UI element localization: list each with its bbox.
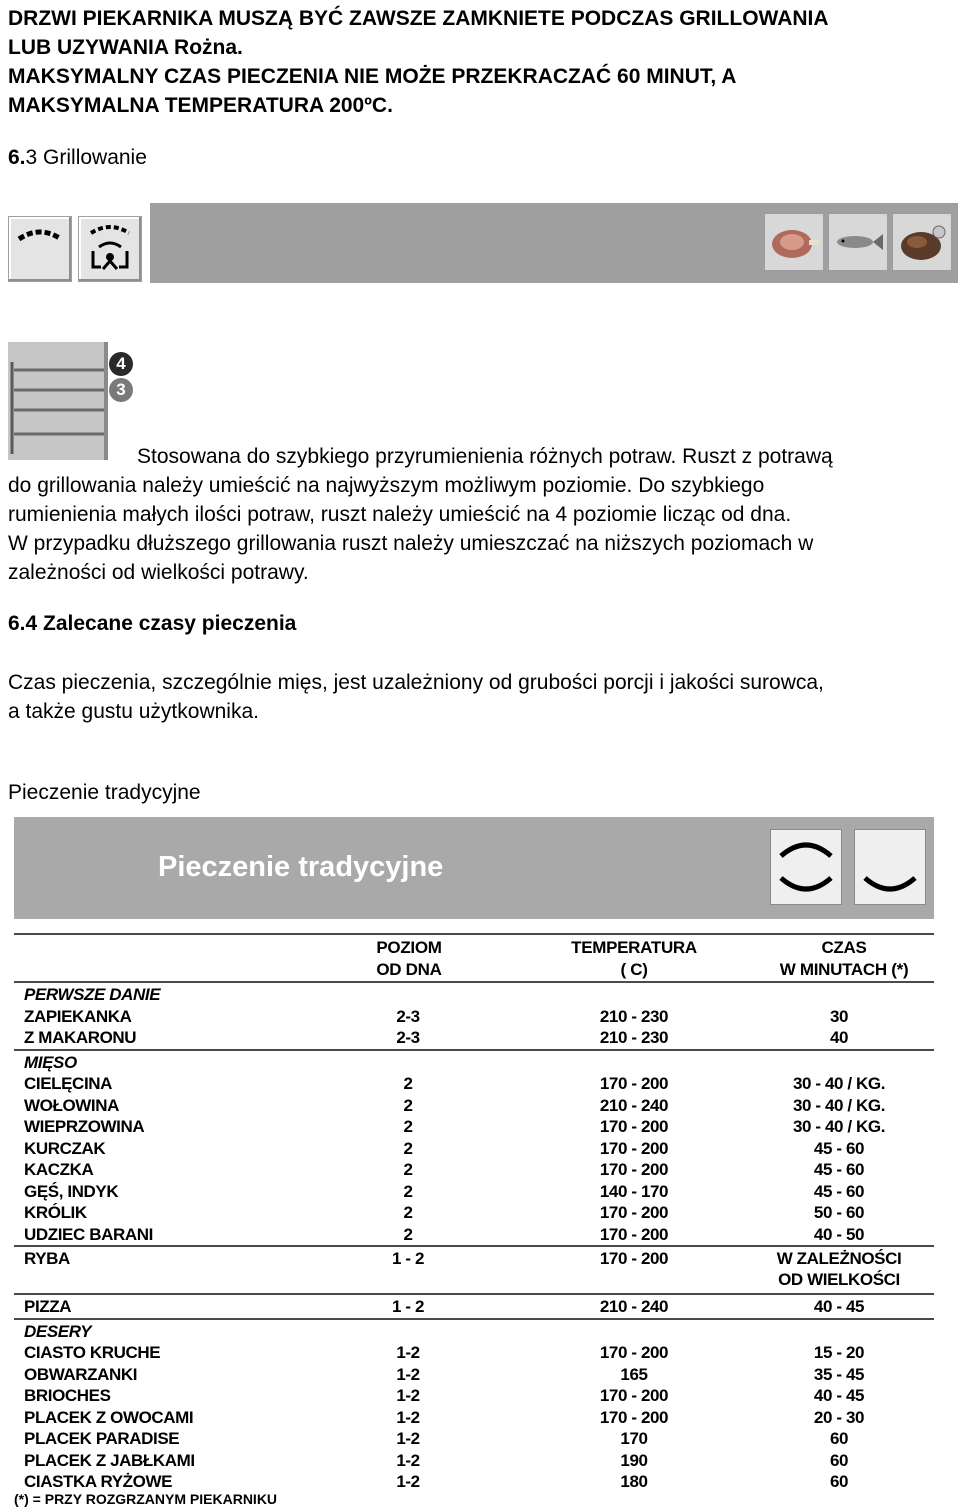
times-paragraph xyxy=(8,668,958,726)
table-cell-level: 1-2 xyxy=(396,1472,420,1491)
table-section-rule xyxy=(14,1245,934,1247)
table-row xyxy=(14,1096,934,1118)
times-heading-number: 6. xyxy=(8,612,26,635)
table-row xyxy=(14,1182,934,1204)
times-section-heading xyxy=(8,612,296,636)
table-cell-temperature: 210 - 230 xyxy=(599,1006,669,1026)
table-cell-dish: ZAPIEKANKA xyxy=(24,1006,132,1026)
traditional-subheading: Pieczenie tradycyjne xyxy=(8,781,201,804)
table-cell-level: 2 xyxy=(403,1160,413,1179)
grill-paragraph-line: rumienienia małych ilości potraw, ruszt należy umieścić na 4 poziomie licząc od dna. xyxy=(8,503,792,526)
table-cell-time: 45 - 60 xyxy=(813,1181,865,1201)
table-row xyxy=(14,1297,934,1319)
table-cell-level: 2 xyxy=(403,1181,413,1201)
table-cell-level: 1 - 2 xyxy=(391,1297,425,1316)
table-cell-level: 2 xyxy=(403,1095,413,1115)
table-cell-time: 45 - 60 xyxy=(813,1160,865,1179)
table-cell-temperature: 170 - 200 xyxy=(599,1407,669,1427)
grill-paragraph-line: do grillowania należy umieścić na najwyższym możliwym poziomie. Do szybkiego xyxy=(8,474,765,497)
fan-grill-icon xyxy=(78,216,142,282)
table-row xyxy=(14,1117,934,1139)
table-cell-dish: Z MAKARONU xyxy=(24,1028,137,1047)
table-cell-level: 1-2 xyxy=(396,1386,420,1405)
table-row xyxy=(14,1007,934,1029)
table-cell-level: 1-2 xyxy=(396,1343,420,1362)
table-category-label: DESERY xyxy=(24,1321,92,1341)
table-cell-temperature: 170 - 200 xyxy=(599,1074,669,1093)
table-cell-dish: WIEPRZOWINA xyxy=(24,1117,145,1136)
table-cell-level: 2 xyxy=(403,1203,413,1222)
table-cell-time: 30 - 40 / KG. xyxy=(792,1074,886,1093)
table-cell-time: 40 - 45 xyxy=(813,1386,865,1405)
table-row xyxy=(14,1365,934,1387)
table-cell-temperature: 170 - 200 xyxy=(599,1117,669,1136)
table-row xyxy=(14,1429,934,1451)
table-cell-dish: KACZKA xyxy=(24,1160,94,1179)
table-cell-dish: BRIOCHES xyxy=(24,1386,111,1405)
bottom-heat-icon xyxy=(854,829,926,905)
table-cell-time: 15 - 20 xyxy=(813,1343,865,1362)
grill-paragraph xyxy=(8,471,958,587)
table-cell-level: 2-3 xyxy=(396,1028,420,1047)
table-cell-temperature: 170 - 200 xyxy=(599,1160,669,1179)
grill-paragraph-first-line: Stosowana do szybkiego przyrumienienia różnych potraw. Ruszt z potrawą xyxy=(137,445,833,468)
table-cell-level: 1-2 xyxy=(396,1450,420,1470)
table-section-rule xyxy=(14,981,934,983)
col-header-level xyxy=(344,937,474,981)
table-cell-temperature: 210 - 240 xyxy=(599,1297,669,1316)
col-header-temperature-line1: TEMPERATURA xyxy=(571,938,697,957)
fish-icon xyxy=(828,213,888,271)
col-header-time xyxy=(754,937,934,981)
rack-level-3-badge: 3 xyxy=(109,378,133,402)
table-cell-level: 2 xyxy=(403,1138,413,1158)
table-cell-level: 1-2 xyxy=(396,1364,420,1384)
col-header-level-line2: OD DNA xyxy=(376,960,442,979)
table-row xyxy=(14,1074,934,1096)
table-cell-dish: WOŁOWINA xyxy=(24,1095,119,1115)
table-cell-temperature: 165 xyxy=(620,1364,648,1384)
table-cell-time: W ZALEŻNOŚCI xyxy=(776,1249,902,1268)
grill-paragraph-line: W przypadku dłuższego grillowania ruszt należy umieszczać na niższych poziomach w xyxy=(8,532,814,555)
table-row xyxy=(14,1451,934,1473)
table-cell-temperature: 170 - 200 xyxy=(599,1249,669,1268)
table-row xyxy=(14,1028,934,1050)
table-category-row xyxy=(14,1322,934,1344)
table-cell-time: 20 - 30 xyxy=(813,1407,865,1427)
times-heading-text: 4 Zalecane czasy pieczenia xyxy=(25,612,297,635)
table-row xyxy=(14,1203,934,1225)
table-cell-time: 40 - 50 xyxy=(813,1224,865,1244)
table-section-rule xyxy=(14,1318,934,1320)
table-cell-level: 2-3 xyxy=(396,1006,420,1026)
table-row xyxy=(14,1408,934,1430)
table-cell-time: 60 xyxy=(829,1429,849,1448)
grill-paragraph-line: zależności od wielkości potrawy. xyxy=(8,561,309,584)
meat-icon xyxy=(764,213,824,271)
table-cell-temperature: 210 - 240 xyxy=(599,1095,669,1115)
grill-section-heading xyxy=(8,146,147,170)
top-bottom-heat-icon xyxy=(770,829,842,905)
col-header-time-line1: CZAS xyxy=(821,938,867,957)
table-cell-level: 1-2 xyxy=(396,1429,420,1448)
table-cell-level: 2 xyxy=(403,1074,413,1093)
table-cell-level: 1-2 xyxy=(396,1407,420,1427)
table-cell-time: 60 xyxy=(829,1472,849,1491)
table-cell-temperature: 170 - 200 xyxy=(599,1138,669,1158)
table-row xyxy=(14,1225,934,1247)
table-cell-time: 40 xyxy=(829,1028,849,1047)
table-row xyxy=(14,1386,934,1408)
table-cell-dish: PLACEK Z OWOCAMI xyxy=(24,1407,194,1427)
table-cell-time: 30 - 40 / KG. xyxy=(792,1117,886,1136)
table-cell-dish: KURCZAK xyxy=(24,1138,106,1158)
table-cell-dish: CIASTKA RYŻOWE xyxy=(24,1472,173,1491)
table-cell-temperature: 210 - 230 xyxy=(599,1028,669,1047)
times-paragraph-line: Czas pieczenia, szczególnie mięs, jest uzależniony od grubości porcji i jakości surowca, xyxy=(8,671,824,694)
table-cell-dish: CIELĘCINA xyxy=(24,1074,113,1093)
traditional-baking-table xyxy=(14,933,934,1512)
rack-level-4-badge: 4 xyxy=(109,352,133,376)
times-paragraph-line: a także gustu użytkownika. xyxy=(8,700,259,723)
table-cell-temperature: 140 - 170 xyxy=(599,1181,669,1201)
table-section-rule xyxy=(14,1049,934,1051)
table-cell-dish: OBWARZANKI xyxy=(24,1364,138,1384)
table-cell-time: 45 - 60 xyxy=(813,1138,865,1158)
poultry-icon xyxy=(892,213,952,271)
warning-notice xyxy=(8,4,958,120)
table-row xyxy=(14,1139,934,1161)
table-cell-dish: KRÓLIK xyxy=(24,1203,87,1222)
table-cell-level: 2 xyxy=(403,1117,413,1136)
warning-line-2: LUB UZYWANIA Rożna. xyxy=(8,36,243,59)
table-cell-temperature: 170 - 200 xyxy=(599,1224,669,1244)
table-top-rule xyxy=(14,933,934,935)
table-cell-temperature: 190 xyxy=(620,1450,648,1470)
table-cell-time: 50 - 60 xyxy=(813,1203,865,1222)
table-cell-dish: PLACEK PARADISE xyxy=(24,1429,180,1448)
table-cell-temperature: 170 xyxy=(620,1429,648,1448)
table-section-rule xyxy=(14,1293,934,1295)
traditional-table-title: Pieczenie tradycyjne xyxy=(158,851,444,883)
table-category-row xyxy=(14,985,934,1007)
grill-heading-text: 3 Grillowanie xyxy=(25,146,147,169)
table-cell-time: 30 - 40 / KG. xyxy=(792,1095,886,1115)
warning-line-1: DRZWI PIEKARNIKA MUSZĄ BYĆ ZAWSZE ZAMKNIETE PODCZAS GRILLOWANIA xyxy=(8,7,829,30)
table-cell-dish: RYBA xyxy=(24,1249,70,1268)
table-cell-time: 30 xyxy=(829,1006,849,1026)
table-cell-level: 1 - 2 xyxy=(391,1249,425,1268)
table-cell-temperature: 170 - 200 xyxy=(599,1203,669,1222)
table-cell-temperature: 180 xyxy=(620,1472,648,1491)
table-cell-temperature: 170 - 200 xyxy=(599,1386,669,1405)
table-cell-time: 40 - 45 xyxy=(813,1297,865,1316)
col-header-temperature xyxy=(554,937,714,981)
table-cell-dish: PLACEK Z JABŁKAMI xyxy=(24,1450,195,1470)
table-row xyxy=(14,1160,934,1182)
table-cell-time: 35 - 45 xyxy=(813,1364,865,1384)
table-cell-dish: CIASTO KRUCHE xyxy=(24,1343,161,1362)
table-cell-dish: PIZZA xyxy=(24,1297,72,1316)
table-category-row xyxy=(14,1053,934,1075)
col-header-time-line2: W MINUTACH (*) xyxy=(779,960,909,979)
col-header-temperature-line2: ( C) xyxy=(620,960,648,979)
col-header-level-line1: POZIOM xyxy=(376,938,442,957)
table-cell-dish: UDZIEC BARANI xyxy=(24,1224,153,1244)
table-category-label: PERWSZE DANIE xyxy=(24,985,161,1004)
table-category-label: MIĘSO xyxy=(24,1052,77,1072)
table-row xyxy=(14,1343,934,1365)
table-cell-dish: GĘŚ, INDYK xyxy=(24,1181,119,1201)
table-cell-time-line2: OD WIELKOŚCI xyxy=(778,1270,900,1289)
warning-line-4: MAKSYMALNA TEMPERATURA 200ºC. xyxy=(8,94,393,117)
table-cell-temperature: 170 - 200 xyxy=(599,1343,669,1362)
table-cell-time: 60 xyxy=(829,1450,849,1470)
table-footnote: (*) = PRZY ROZGRZANYM PIEKARNIKU xyxy=(14,1491,278,1507)
traditional-table-banner xyxy=(14,817,934,919)
table-row xyxy=(14,1249,934,1289)
warning-line-3: MAKSYMALNY CZAS PIECZENIA NIE MOŻE PRZEKRACZAĆ 60 MINUT, A xyxy=(8,65,737,88)
grill-heading-number: 6. xyxy=(8,146,26,169)
grill-top-element-icon xyxy=(8,216,72,282)
table-cell-level: 2 xyxy=(403,1224,413,1244)
